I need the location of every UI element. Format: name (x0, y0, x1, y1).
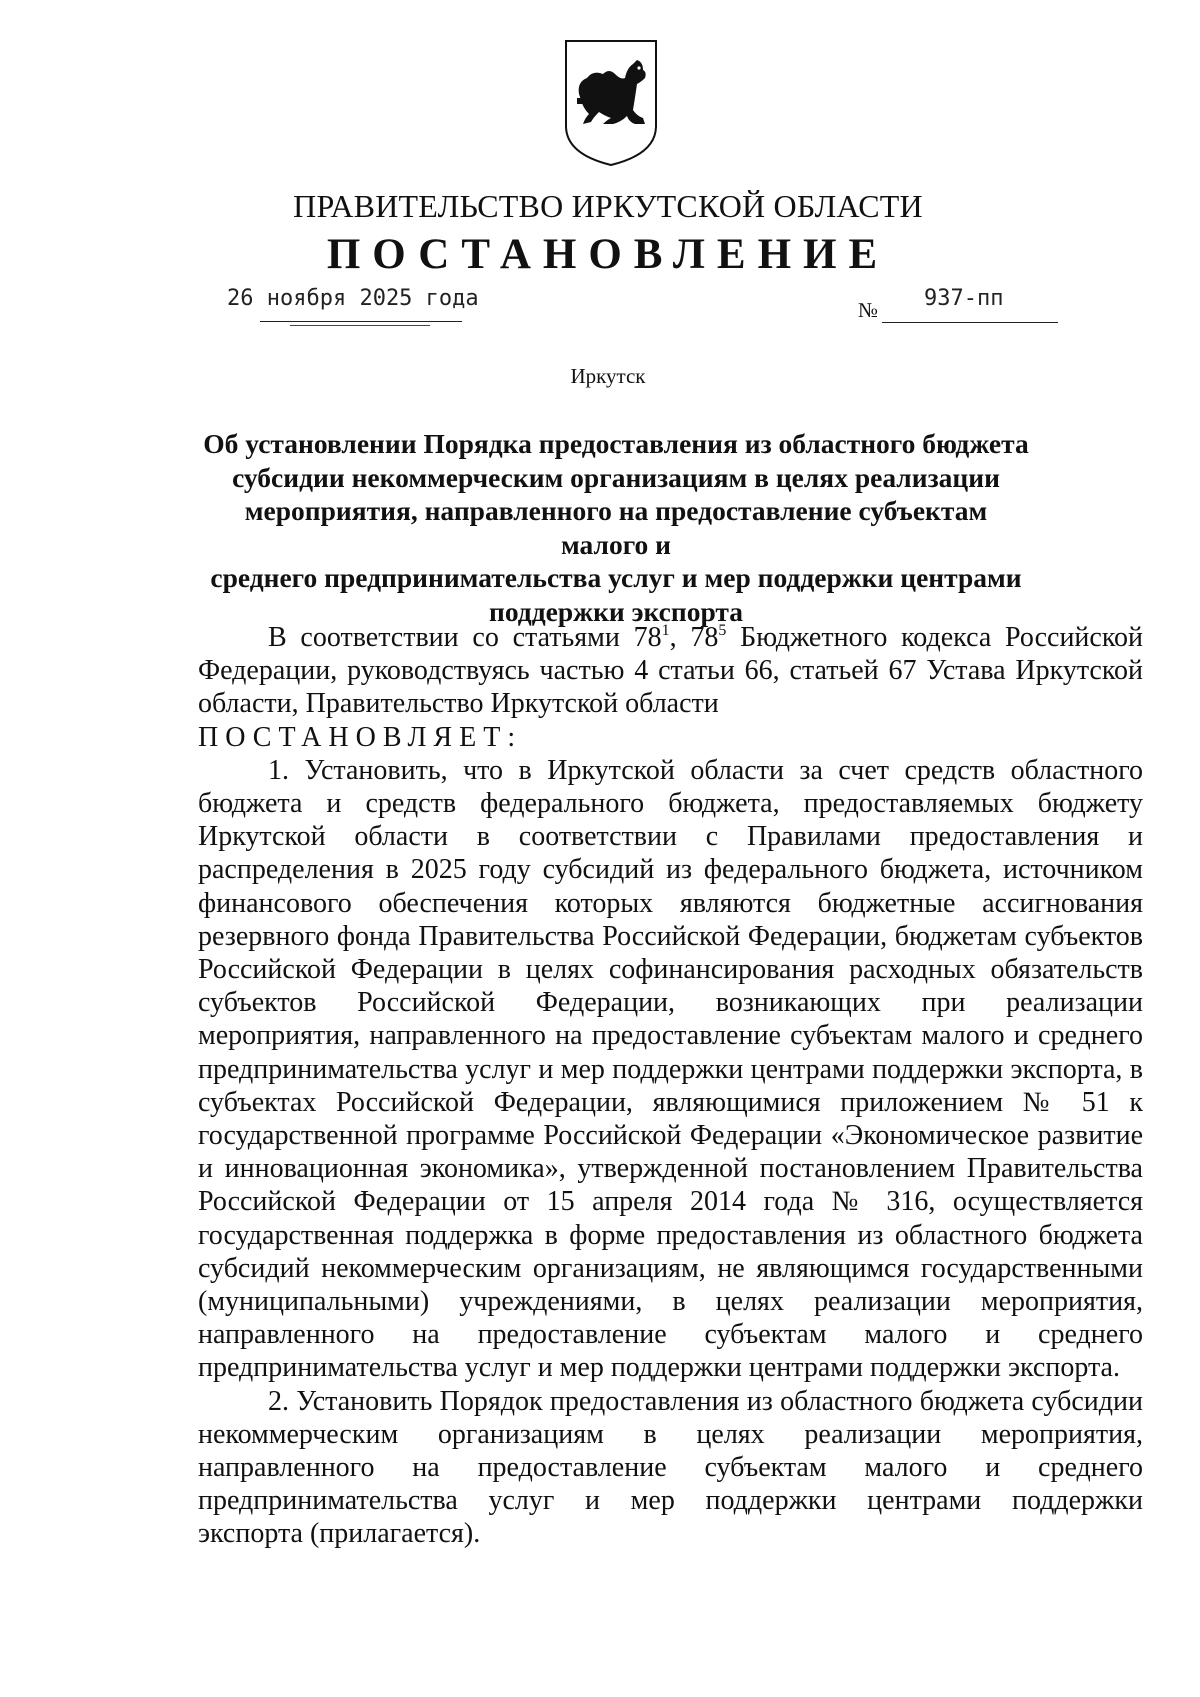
title-line: поддержки экспорта (489, 595, 743, 627)
title-line: субсидии некоммерческим организациям в целях реализации (232, 461, 1000, 493)
city-name: Иркутск (570, 364, 646, 388)
title-line: мероприятия, направленного на предоставление субъектам малого и (244, 495, 988, 560)
resolves-heading: ПОСТАНОВЛЯЕТ: (198, 721, 523, 753)
date-underline-secondary (290, 325, 430, 326)
item-paragraph: 1. Установить, что в Иркутской области за счет средств областного бюджета и средств федерального бюджета, предоставляемых бюджету Иркутской области в соответствии с Правилами предоставления и распределения в 2025 году субсидий из федерального бюджета, источником финансового обеспечения которых являются бюджетные ассигнования резервного фонда Правительства Российской Федерации, бюджетам субъектов Российской Федерации в целях софинансирования расходных обязательств субъектов Российской Федерации, возникающих при реализации мероприятия, направленного на предоставление субъектам малого и среднего предпринимательства услуг и мер поддержки центрами поддержки экспорта, в субъектах Российской Федерации, являющимися приложением № 51 к государственной программе Российской Федерации «Экономическое развитие и инновационная экономика», утвержденной постановлением Правительства Российской Федерации от 15 апреля 2014 года № 316, осуществляется государственная поддержка в форме предоставления из областного бюджета субсидий некоммерческим организациям, не являющимся государственными (муниципальными) учреждениями, в целях реализации мероприятия, направленного на предоставление субъектам малого и среднего предпринимательства услуг и мер поддержки центрами поддержки экспорта. (198, 754, 1143, 1384)
date-underline (260, 321, 462, 322)
preamble-paragraph (198, 621, 1143, 721)
number-sign: № (858, 298, 879, 322)
preamble-text: Бюджетного кодекса Российской Федерации, руководствуясь частью 4 статьи 66, статьей 67 Устава Иркутской области, Правительство Иркутской области (198, 622, 1143, 720)
superscript: 1 (661, 622, 670, 639)
superscript: 5 (718, 622, 727, 639)
document-title (200, 427, 1032, 628)
document-body (198, 621, 1143, 1551)
title-line: Об установлении Порядка предоставления из областного бюджета (203, 428, 1029, 459)
title-line: среднего предпринимательства услуг и мер поддержки центрами (210, 562, 1022, 593)
preamble-text: , 78 (669, 622, 719, 653)
document-date: 26 ноября 2025 года (227, 286, 479, 311)
coat-of-arms-emblem (563, 38, 659, 168)
item-paragraph: 2. Установить Порядок предоставления из областного бюджета субсидии некоммерческим организациям в целях реализации мероприятия, направленного на предоставление субъектам малого и среднего предпринимательства услуг и мер поддержки центрами поддержки (198, 1385, 1143, 1517)
preamble-text: В соответствии со статьями 78 (268, 622, 662, 653)
document-type-heading: ПОСТАНОВЛЕНИЕ (326, 231, 890, 278)
number-underline (882, 322, 1058, 323)
government-name: ПРАВИТЕЛЬСТВО ИРКУТСКОЙ ОБЛАСТИ (293, 188, 923, 224)
item-paragraph-tail: экспорта (прилагается). (198, 1518, 481, 1550)
document-number: 937-пп (924, 286, 1004, 311)
